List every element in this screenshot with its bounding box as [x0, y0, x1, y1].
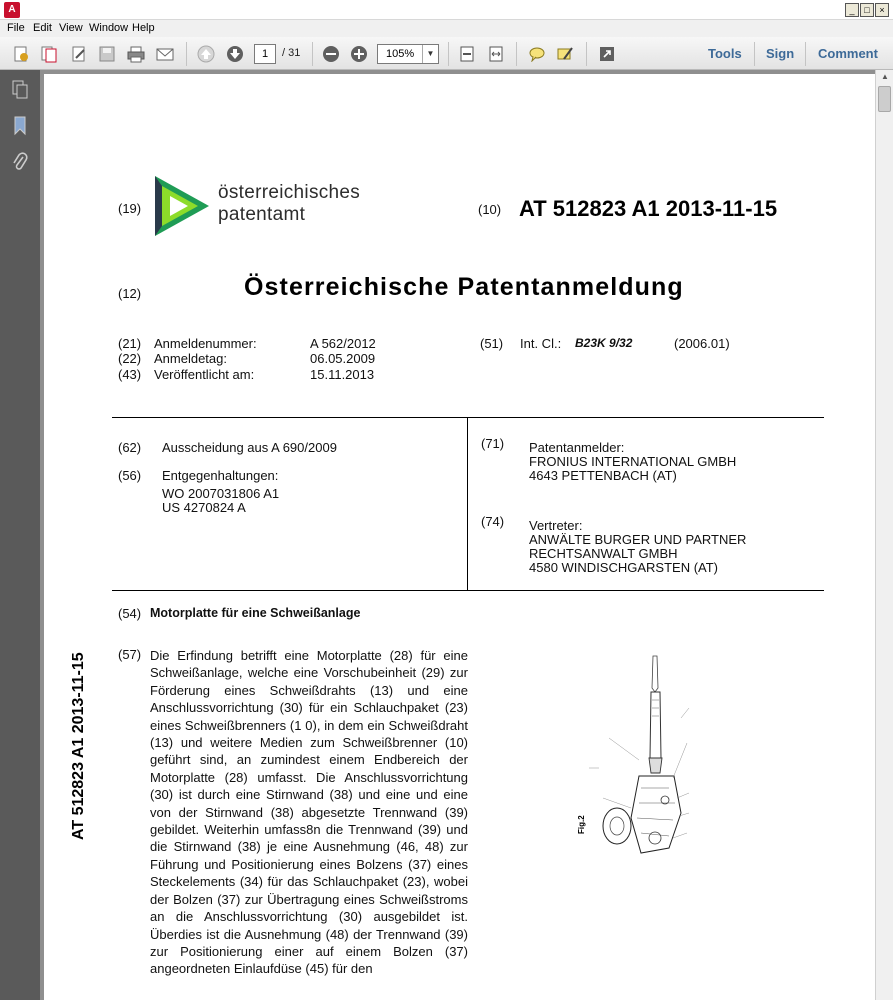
- abstract-code: (57): [118, 647, 142, 662]
- divider: [112, 417, 824, 418]
- citations-label: Entgegenhaltungen:: [162, 468, 279, 483]
- citations-code: (56): [118, 468, 142, 483]
- patent-drawing: [569, 648, 719, 878]
- representative-label: Vertreter:: [529, 518, 583, 533]
- field-value: 06.05.2009: [310, 351, 376, 366]
- email-icon[interactable]: [154, 43, 176, 65]
- patent-office-logo: [152, 174, 212, 238]
- field-label: Anmeldenummer:: [154, 336, 257, 351]
- comment-link[interactable]: Comment: [818, 46, 878, 61]
- column-divider: [467, 417, 468, 590]
- zoom-out-icon[interactable]: [320, 43, 342, 65]
- intcl-year: (2006.01): [674, 336, 730, 351]
- close-button[interactable]: ×: [875, 3, 889, 17]
- create-pdf-icon[interactable]: [10, 43, 32, 65]
- pdf-app-icon: A: [4, 2, 20, 18]
- print-icon[interactable]: [125, 43, 147, 65]
- toolbar: [0, 37, 893, 70]
- subject-title: Motorplatte für eine Schweißanlage: [150, 606, 361, 620]
- field-label: Veröffentlicht am:: [154, 367, 255, 382]
- chevron-down-icon[interactable]: ▼: [422, 45, 438, 63]
- division-text: Ausscheidung aus A 690/2009: [162, 440, 337, 455]
- field-code: (21): [118, 336, 142, 351]
- representative-line: ANWÄLTE BURGER UND PARTNER: [529, 532, 747, 547]
- division-code: (62): [118, 440, 142, 455]
- menu-file[interactable]: File: [7, 22, 25, 34]
- toolbar-separator: [186, 42, 187, 66]
- next-page-icon[interactable]: [224, 43, 246, 65]
- menu-bar: [0, 20, 893, 37]
- page-title: Österreichische Patentanmeldung: [244, 273, 684, 301]
- save-icon[interactable]: [96, 43, 118, 65]
- logo-text-line2: patentamt: [218, 204, 306, 225]
- fit-page-icon[interactable]: [456, 43, 478, 65]
- citation-item: US 4270824 A: [162, 500, 246, 515]
- zoom-level-value: 105%: [386, 48, 415, 60]
- menu-window[interactable]: Window: [89, 22, 129, 34]
- intcl-class: B23K 9/32: [575, 336, 633, 350]
- toolbar-separator: [754, 42, 755, 66]
- fullscreen-icon[interactable]: [596, 43, 618, 65]
- field-value: A 562/2012: [310, 336, 376, 351]
- field-label: Anmeldetag:: [154, 351, 227, 366]
- field-value: 15.11.2013: [310, 367, 375, 382]
- logo-code: (19): [118, 201, 142, 216]
- title-bar: [0, 0, 893, 20]
- field-code: (22): [118, 351, 142, 366]
- subject-code: (54): [118, 606, 142, 621]
- logo-text-line1: österreichisches: [218, 182, 361, 203]
- representative-code: (74): [481, 514, 505, 529]
- intcl-label: Int. Cl.:: [520, 336, 562, 351]
- maximize-button[interactable]: □: [860, 3, 874, 17]
- minimize-button[interactable]: _: [845, 3, 859, 17]
- toolbar-separator: [448, 42, 449, 66]
- page-number-input[interactable]: 1: [254, 44, 276, 64]
- vertical-scrollbar[interactable]: [875, 70, 893, 1000]
- representative-line: 4580 WINDISCHGARSTEN (AT): [529, 560, 719, 575]
- applicant-address: 4643 PETTENBACH (AT): [529, 468, 677, 483]
- field-code: (43): [118, 367, 142, 382]
- zoom-level-select[interactable]: [377, 44, 439, 64]
- menu-view[interactable]: View: [59, 22, 83, 34]
- scrollbar-thumb[interactable]: [878, 86, 891, 112]
- highlight-icon[interactable]: [554, 43, 576, 65]
- applicant-name: FRONIUS INTERNATIONAL GMBH: [529, 454, 737, 469]
- toolbar-separator: [586, 42, 587, 66]
- publication-code: (10): [478, 202, 502, 217]
- edit-document-icon[interactable]: [68, 43, 90, 65]
- attachments-icon[interactable]: [11, 152, 29, 172]
- combine-pdf-icon[interactable]: [38, 43, 60, 65]
- scroll-up-icon[interactable]: ▲: [881, 72, 889, 81]
- previous-page-icon[interactable]: [195, 43, 217, 65]
- publication-number: AT 512823 A1 2013-11-15: [519, 196, 778, 221]
- toolbar-separator: [805, 42, 806, 66]
- toolbar-separator: [516, 42, 517, 66]
- menu-help[interactable]: Help: [132, 22, 155, 34]
- page-total-label: / 31: [282, 47, 301, 59]
- zoom-in-icon[interactable]: [348, 43, 370, 65]
- pdf-page: [44, 74, 875, 1000]
- divider: [112, 590, 824, 591]
- bookmarks-icon[interactable]: [11, 116, 29, 136]
- title-code: (12): [118, 286, 142, 301]
- abstract-text: Die Erfindung betrifft eine Motorplatte (28) für eine Schweißanlage, welche eine Vorschubeinheit (29) zur Förderung eines Schweißdrahts (13) und eine Anschlussvorrichtung (30) für ein Schlauchpaket (23) eines Schweißbrenners (1 0), in dem ein Schweißdraht (13) und weitere Medien zum Schweißbrenner (10) geführt sind, an zumindest einem Endbereich der Motorplatte (28) umfasst. Die Anschlussvorrichtung (30) ist durch eine Stirnwand (38) und eine und eine von der Stirnwand (38) abgesetzte Trennwand (39) gebildet. Weiterhin umfass8n die Trennwand (39) und die Stirnwand (38) je eine Ausnehmung (46, 48) zur Führung und Positionierung eines Bolzens (37) eines Steckelements (34) für das Schlauchpaket (23), wobei der Bolzen (37) zur Übertragung eines Schweißstroms an die Anschlussvorrichtung (30) ausgebildet ist. Überdies ist die Ausnehmung (48) der Trennwand (39) zur Positionierung einer auf einem Bolzen (37) angeordneten Einlaufdüse (45) für den: [150, 648, 468, 977]
- navigation-pane: [0, 70, 40, 1000]
- menu-edit[interactable]: Edit: [33, 22, 52, 34]
- fit-width-icon[interactable]: [485, 43, 507, 65]
- applicant-label: Patentanmelder:: [529, 440, 625, 455]
- document-viewport[interactable]: [40, 70, 875, 1000]
- tools-link[interactable]: Tools: [708, 46, 742, 61]
- page-thumbnails-icon[interactable]: [11, 80, 29, 100]
- applicant-code: (71): [481, 436, 505, 451]
- sign-link[interactable]: Sign: [766, 46, 795, 61]
- citation-item: WO 2007031806 A1: [162, 486, 280, 501]
- toolbar-separator: [312, 42, 313, 66]
- figure-label: Fig.2: [577, 815, 586, 834]
- sidebar-publication-id: AT 512823 A1 2013-11-15: [70, 652, 87, 840]
- intcl-code: (51): [480, 336, 504, 351]
- representative-line: RECHTSANWALT GMBH: [529, 546, 678, 561]
- comment-icon[interactable]: [526, 43, 548, 65]
